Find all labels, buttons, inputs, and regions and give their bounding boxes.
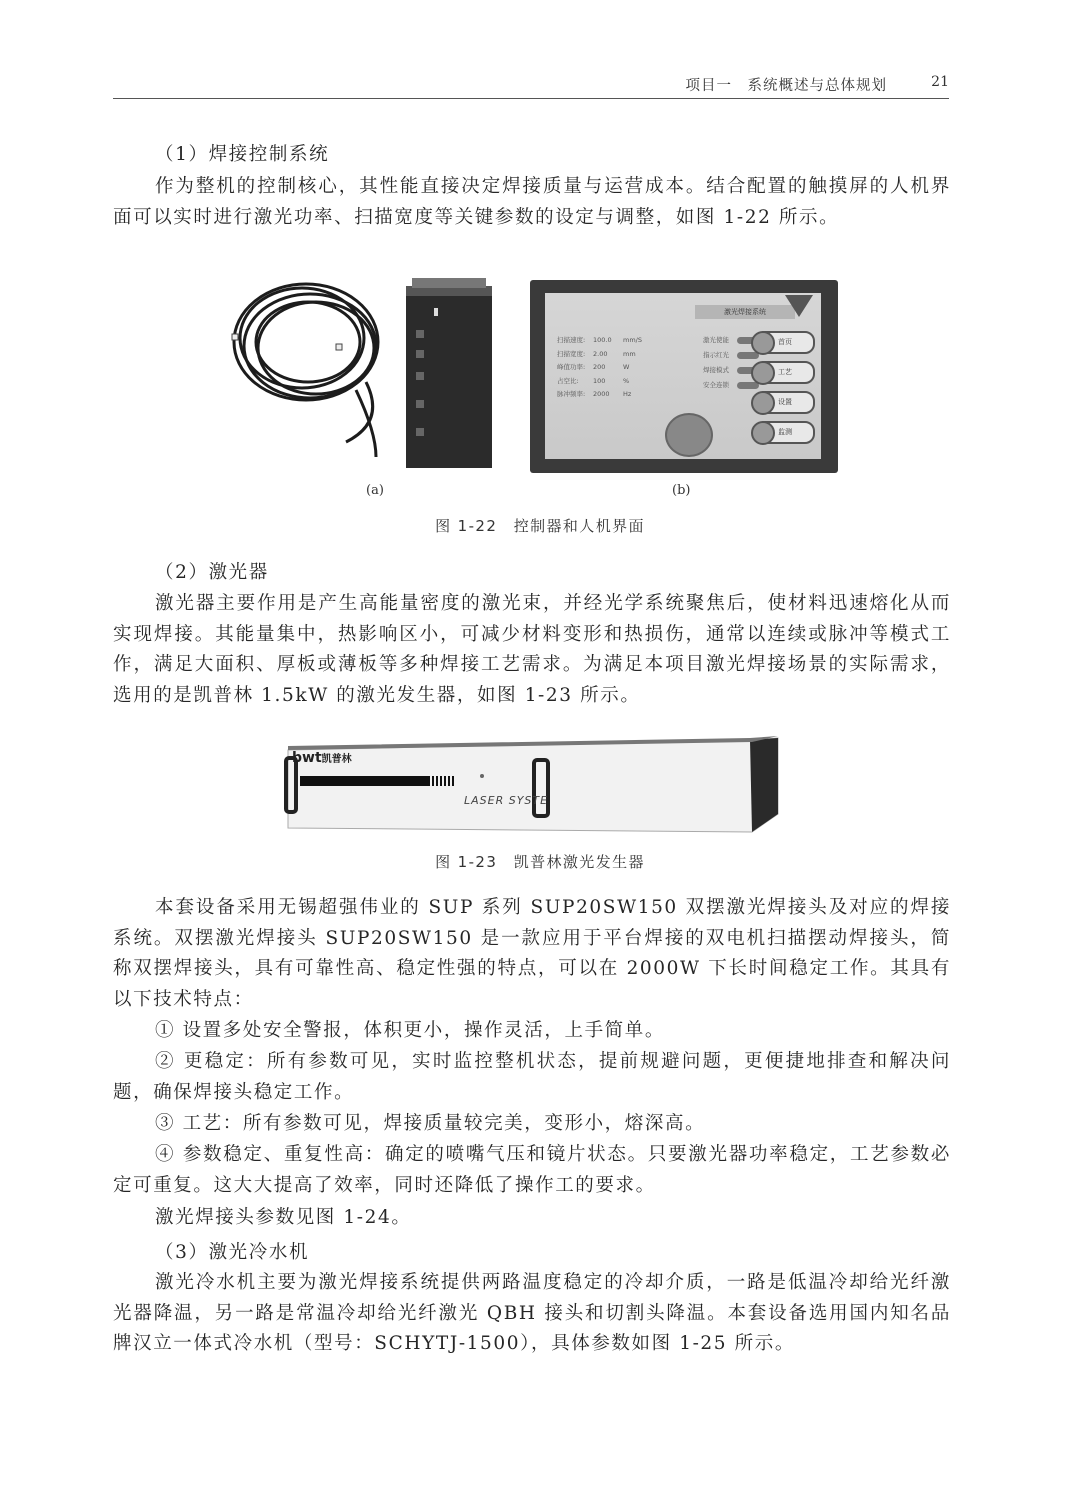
controller-photo — [226, 272, 498, 472]
running-header — [113, 70, 949, 99]
section-title-3: （3）激光冷水机 — [155, 1242, 310, 1263]
page-number: 21 — [931, 74, 949, 90]
param-value[interactable]: 200 — [593, 363, 606, 371]
hmi-param-row — [557, 362, 637, 376]
hmi-screen — [545, 293, 821, 459]
hmi-toggle-row — [703, 380, 759, 395]
param-label: 脉冲频率: — [557, 390, 586, 398]
hmi-touchscreen — [530, 280, 838, 473]
param-unit: W — [623, 363, 630, 371]
feature-item-3: ③ 工艺：所有参数可见，焊接质量较完美，变形小，熔深高。 — [155, 1113, 706, 1134]
subfigure-label-b: (b) — [672, 483, 691, 498]
hmi-toggle-row — [703, 350, 759, 365]
param-value[interactable]: 2000 — [593, 390, 610, 398]
hmi-home-button[interactable]: 首页 — [755, 331, 815, 354]
toggle-label: 焊接模式 — [703, 366, 729, 374]
paragraph-weld-head: 本套设备采用无锡超强伟业的 SUP 系列 SUP20SW150 双摆激光焊接头及对应的焊接系统。双摆激光焊接头 SUP20SW150 是一款应用于平台焊接的双电机扫描摆动焊接头，简称双摆焊接头，具有可靠性高、稳定性强的特点，可以在 2000W 下长时间稳定工作。其具有以下技术特点： — [113, 897, 951, 1010]
figure-caption-1-23: 图 1-23 凯普林激光发生器 — [435, 853, 645, 871]
feature-item-4: ④ 参数稳定、重复性高：确定的喷嘴气压和镜片状态。只要激光器功率稳定，工艺参数必定可重复。这大大提高了效率，同时还降低了操作工的要求。 — [113, 1144, 951, 1196]
toggle-label: 指示红光 — [703, 351, 729, 359]
param-label: 扫描宽度: — [557, 349, 586, 358]
hmi-params — [557, 335, 642, 403]
section-title-1: （1）焊接控制系统 — [155, 144, 330, 165]
param-value[interactable]: 2.00 — [593, 349, 608, 358]
laser-panel-text: LASER SYSTE — [464, 794, 549, 807]
param-unit: mm — [623, 349, 636, 358]
figure-caption-1-22: 图 1-22 控制器和人机界面 — [435, 517, 645, 535]
brand-cn: 凯普林 — [321, 754, 352, 765]
paragraph-reference: 激光焊接头参数见图 1-24。 — [155, 1207, 412, 1228]
param-unit: mm/S — [623, 336, 642, 344]
hmi-settings-button[interactable]: 设置 — [755, 391, 815, 414]
hmi-param-row — [557, 376, 637, 390]
toggle-label: 安全连锁 — [703, 381, 729, 389]
hmi-process-button[interactable]: 工艺 — [755, 361, 815, 384]
paragraph-chiller: 激光冷水机主要为激光焊接系统提供两路温度稳定的冷却介质，一路是低温冷却给光纤激光器降温，另一路是常温冷却给光纤激光 QBH 接头和切割头降温。本套设备选用国内知名品牌汉立一体式冷水机（型号：SCHYTJ-1500），具体参数如图 1-25 所示。 — [113, 1272, 951, 1354]
hmi-param-row — [557, 389, 637, 403]
hmi-logo-icon — [785, 295, 813, 317]
paragraph-control-system: 作为整机的控制核心，其性能直接决定焊接质量与运营成本。结合配置的触摸屏的人机界面可以实时进行激光功率、扫描宽度等关键参数的设定与调整，如图 1-22 所示。 — [113, 176, 951, 228]
brand-latin: bwt — [292, 750, 322, 766]
laser-generator-photo — [282, 736, 782, 836]
hmi-title: 激光焊接系统 — [695, 305, 795, 319]
laser-brand-logo — [292, 750, 352, 766]
section-title-2: （2）激光器 — [155, 562, 269, 583]
chapter-title: 项目一 系统概述与总体规划 — [685, 78, 887, 94]
hmi-param-row — [557, 335, 642, 349]
param-label: 扫描速度: — [557, 336, 586, 344]
feature-item-1: ① 设置多处安全警报，体积更小，操作灵活，上手简单。 — [155, 1020, 665, 1041]
param-label: 占空比: — [557, 376, 579, 385]
hmi-param-row — [557, 349, 637, 363]
toggle-label: 激光使能 — [703, 336, 729, 344]
param-value[interactable]: 100 — [593, 376, 606, 385]
param-unit: Hz — [623, 390, 632, 398]
hmi-monitor-button[interactable]: 监测 — [755, 421, 815, 444]
param-unit: % — [623, 376, 630, 385]
welder-avatar-icon — [665, 413, 713, 457]
feature-item-2: ② 更稳定：所有参数可见，实时监控整机状态，提前规避问题，更便捷地排查和解决问题，确保焊接头稳定工作。 — [113, 1051, 951, 1103]
paragraph-laser: 激光器主要作用是产生高能量密度的激光束，并经光学系统聚焦后，使材料迅速熔化从而实现焊接。其能量集中，热影响区小，可减少材料变形和热损伤，通常以连续或脉冲等模式工作，满足大面积、厚板或薄板等多种焊接工艺需求。为满足本项目激光焊接场景的实际需求，选用的是凯普林 1.5kW 的激光发生器，如图 1-23 所示。 — [113, 593, 951, 706]
param-label: 峰值功率: — [557, 363, 586, 371]
subfigure-label-a: (a) — [366, 483, 384, 498]
param-value[interactable]: 100.0 — [593, 336, 612, 344]
hmi-nav-buttons — [755, 331, 815, 451]
